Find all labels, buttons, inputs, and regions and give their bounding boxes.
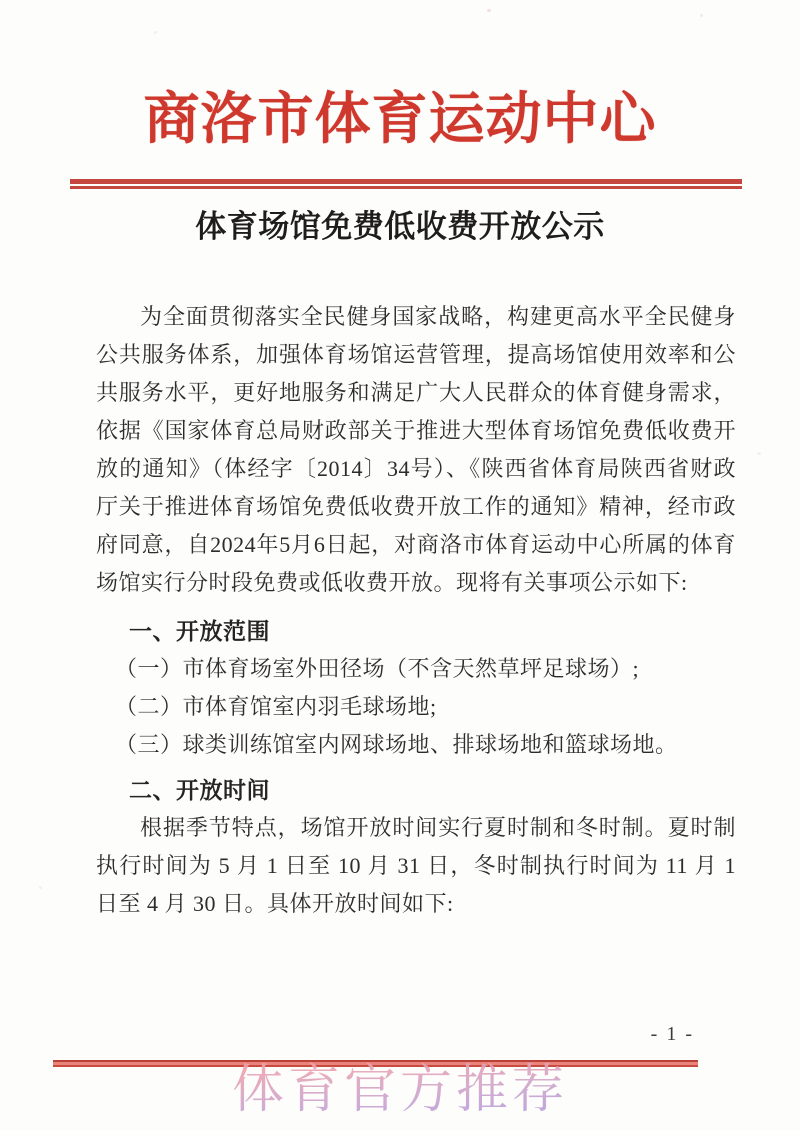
doc-title: 体育场馆免费低收费开放公示 <box>195 209 605 244</box>
header-rule <box>70 179 742 189</box>
intro-line: 厅关于推进体育场馆免费低收费开放工作的通知》精神，经市政 <box>96 494 736 519</box>
scan-speck <box>39 886 42 889</box>
scan-speck <box>757 452 761 455</box>
section-1-heading: 一、开放范围 <box>129 618 270 644</box>
document-body <box>96 298 736 923</box>
intro-line: 共服务水平，更好地服务和满足广大人民群众的体育健身需求， <box>96 380 736 405</box>
list-item: （三）球类训练馆室内网球场地、排球场地和篮球场地。 <box>115 732 678 757</box>
intro-line: 公共服务体系，加强体育场馆运营管理，提高场馆使用效率和公 <box>96 342 736 367</box>
section-2-line: 日至 4 月 30 日。具体开放时间如下: <box>96 891 454 916</box>
intro-line: 为全面贯彻落实全民健身国家战略，构建更高水平全民健身 <box>140 304 736 329</box>
scan-speck <box>154 31 157 34</box>
scan-speck <box>487 9 491 12</box>
scan-speck <box>700 14 703 17</box>
list-item: （一）市体育场室外田径场（不含天然草坪足球场）; <box>115 656 640 681</box>
org-title: 商洛市体育运动中心 <box>143 89 657 151</box>
intro-line: 依据《国家体育总局财政部关于推进大型体育场馆免费低收费开 <box>96 418 736 443</box>
section-2-heading: 二、开放时间 <box>129 777 270 803</box>
list-item: （二）市体育馆室内羽毛球场地; <box>115 694 437 719</box>
intro-line: 场馆实行分时段免费或低收费开放。现将有关事项公示如下: <box>96 570 688 595</box>
section-2-line: 根据季节特点，场馆开放时间实行夏时制和冬时制。夏时制 <box>140 815 736 840</box>
intro-line: 府同意，自2024年5月6日起，对商洛市体育运动中心所属的体育 <box>96 532 736 557</box>
watermark-text: 体育官方推荐 <box>0 1060 800 1122</box>
section-2-line: 执行时间为 5 月 1 日至 10 月 31 日，冬时制执行时间为 11 月 1 <box>96 853 736 878</box>
intro-line: 放的通知》（体经字〔2014〕34号）、《陕西省体育局陕西省财政 <box>96 456 736 481</box>
page-number: - 1 - <box>650 1023 694 1045</box>
